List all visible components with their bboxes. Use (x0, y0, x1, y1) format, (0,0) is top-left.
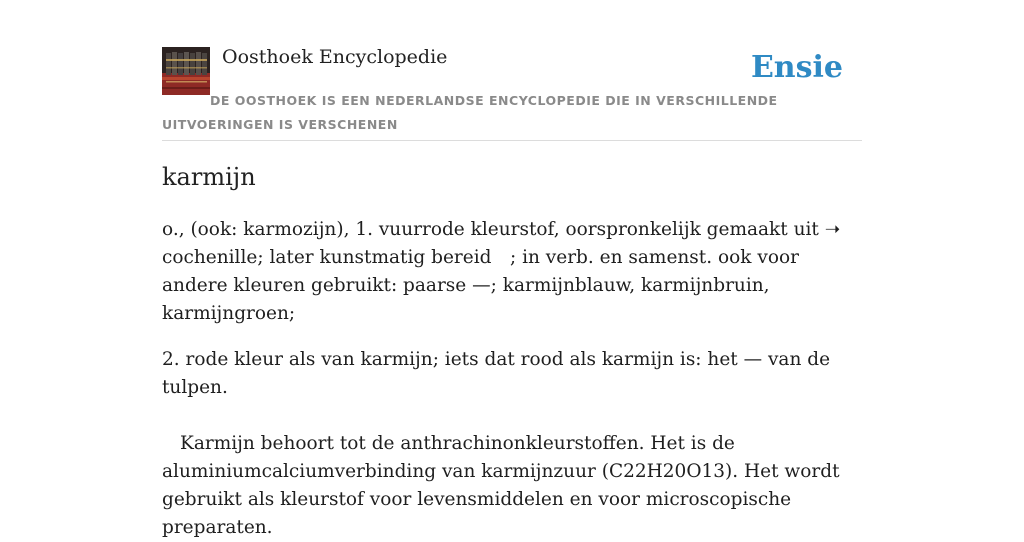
site-tagline: DE OOSTHOEK IS EEN NEDERLANDSE ENCYCLOPEDIE DIE IN VERSCHILLENDE UITVOERINGEN IS VERSCHENEN (162, 93, 778, 132)
definition-text-a: o., (ook: karmozijn), 1. vuurrode kleurstof, oorspronkelijk gemaakt uit (162, 219, 825, 240)
definition-paragraph-3: Karmijn behoort tot de anthrachinonkleurstoffen. Het is de aluminiumcalciumverbinding van karmijnzuur (C22H20O13). Het wordt gebruikt als kleurstof voor levensmiddelen en voor microscopische preparaten. (162, 433, 840, 538)
arrow-right-icon: ➝ (824, 219, 841, 240)
site-header (162, 0, 862, 141)
article-body (162, 216, 862, 542)
cross-reference-label: cochenille (162, 247, 258, 268)
definition-paragraph-2: 2. rode kleur als van karmijn; iets dat rood als karmijn is: het — van de tulpen. (162, 349, 831, 398)
brand-logo[interactable]: Ensie (750, 50, 843, 85)
encyclopedia-books-icon[interactable] (162, 47, 210, 95)
definition-text-b: ; later kunstmatig bereid ; in verb. en samenst. ook voor andere kleuren gebruikt: paarse —; karmijnblauw, karmijnbruin, karmijngroen; (162, 247, 799, 324)
definition-paragraph-1 (162, 216, 862, 328)
site-title[interactable]: Oosthoek Encyclopedie (222, 46, 448, 68)
article-title: karmijn (162, 163, 256, 191)
page (162, 0, 862, 538)
